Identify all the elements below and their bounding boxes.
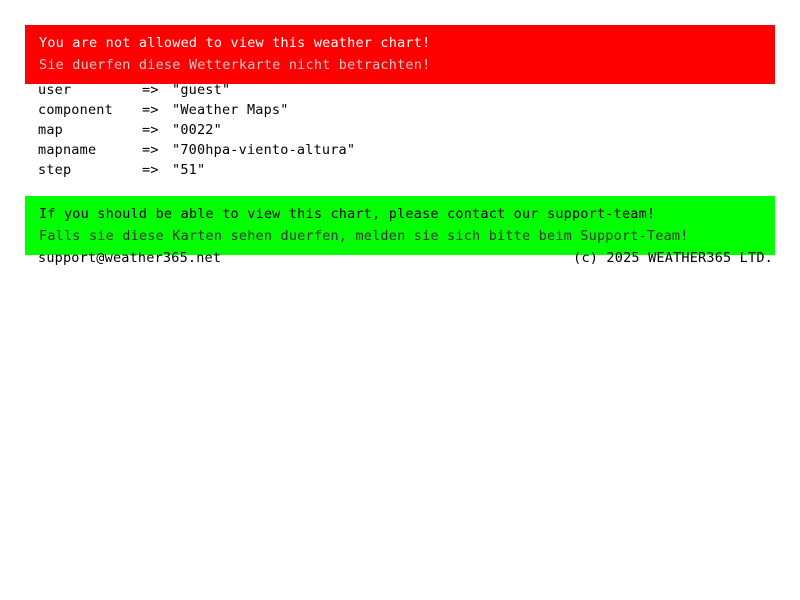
support-email-link[interactable]: support@weather365.net bbox=[38, 250, 222, 266]
detail-arrow-user: => bbox=[142, 82, 159, 98]
detail-key-map: map bbox=[38, 122, 63, 138]
request-details-list bbox=[38, 80, 355, 180]
detail-value-map: "0022" bbox=[172, 122, 222, 138]
access-denied-message-en: You are not allowed to view this weather chart! bbox=[39, 35, 431, 51]
detail-value-step: "51" bbox=[172, 162, 206, 178]
detail-key-component: component bbox=[38, 102, 113, 118]
support-banner bbox=[25, 196, 775, 255]
detail-row-step bbox=[38, 160, 355, 180]
access-denied-message-de: Sie duerfen diese Wetterkarte nicht betrachten! bbox=[39, 57, 431, 73]
detail-value-component: "Weather Maps" bbox=[172, 102, 289, 118]
detail-value-user: "guest" bbox=[172, 82, 231, 98]
detail-arrow-component: => bbox=[142, 102, 159, 118]
support-message-en: If you should be able to view this chart, please contact our support-team! bbox=[39, 206, 656, 222]
support-message-de: Falls sie diese Karten sehen duerfen, melden sie sich bitte beim Support-Team! bbox=[39, 228, 689, 244]
detail-row-user bbox=[38, 80, 355, 100]
access-denied-banner bbox=[25, 25, 775, 84]
detail-row-component bbox=[38, 100, 355, 120]
detail-key-mapname: mapname bbox=[38, 142, 97, 158]
detail-row-mapname bbox=[38, 140, 355, 160]
detail-arrow-map: => bbox=[142, 122, 159, 138]
detail-key-user: user bbox=[38, 82, 72, 98]
footer bbox=[38, 250, 773, 266]
detail-key-step: step bbox=[38, 162, 72, 178]
detail-arrow-mapname: => bbox=[142, 142, 159, 158]
detail-arrow-step: => bbox=[142, 162, 159, 178]
detail-row-map bbox=[38, 120, 355, 140]
copyright-notice: (c) 2025 WEATHER365 LTD. bbox=[573, 250, 773, 266]
detail-value-mapname: "700hpa-viento-altura" bbox=[172, 142, 356, 158]
